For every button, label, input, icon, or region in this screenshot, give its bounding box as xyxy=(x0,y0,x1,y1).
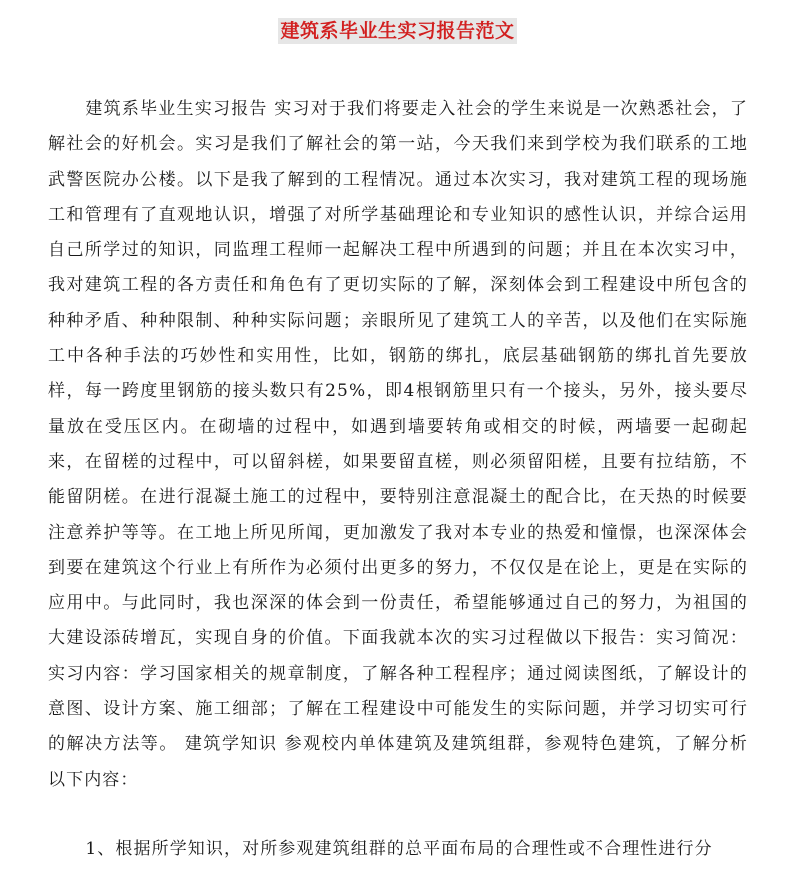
title-container xyxy=(0,18,795,44)
document-title: 建筑系毕业生实习报告范文 xyxy=(280,20,515,42)
list-item-1: 1、根据所学知识，对所参观建筑组群的总平面布局的合理性或不合理性进行分 xyxy=(85,839,713,859)
body-paragraph: 建筑系毕业生实习报告 实习对于我们将要走入社会的学生来说是一次熟悉社会，了解社会的好机会。实习是我们了解社会的第一站，今天我们来到学校为我们联系的工地武警医院办公楼。以下是我了解到的工程情况。通过本次实习，我对建筑工程的现场施工和管理有了直观地认识，增强了对所学基础理论和专业知识的感性认识，并综合运用自己所学过的知识，同监理工程师一起解决工程中所遇到的问题；并且在本次实习中，我对建筑工程的各方责任和角色有了更切实际的了解，深刻体会到工程建设中所包含的种种矛盾、种种限制、种种实际问题；亲眼所见了建筑工人的辛苦，以及他们在实际施工中各种手法的巧妙性和实用性，比如，钢筋的绑扎，底层基础钢筋的绑扎首先要放样，每一跨度里钢筋的接头数只有25%，即4根钢筋里只有一个接头，另外，接头要尽量放在受压区内。在砌墙的过程中，如遇到墙要转角或相交的时候，两墙要一起砌起来，在留槎的过程中，可以留斜槎，如果要留直槎，则必须留阳槎，且要有拉结筋，不能留阴槎。在进行混凝土施工的过程中，要特别注意混凝土的配合比，在天热的时候要注意养护等等。在工地上所见所闻，更加激发了我对本专业的热爱和憧憬，也深深体会到要在建筑这个行业上有所作为必须付出更多的努力，不仅仅是在论上，更是在实际的应用中。与此同时，我也深深的体会到一份责任，希望能够通过自己的努力，为祖国的大建设添砖增瓦，实现自身的价值。下面我就本次的实习过程做以下报告：实习简况：实习内容：学习国家相关的规章制度，了解各种工程程序；通过阅读图纸，了解设计的意图、设计方案、施工细部；了解在工程建设中可能发生的实际问题，并学习切实可行的解决方法等。 建筑学知识 参观校内单体建筑及建筑组群，参观特色建筑，了解分析以下内容： xyxy=(48,99,748,790)
